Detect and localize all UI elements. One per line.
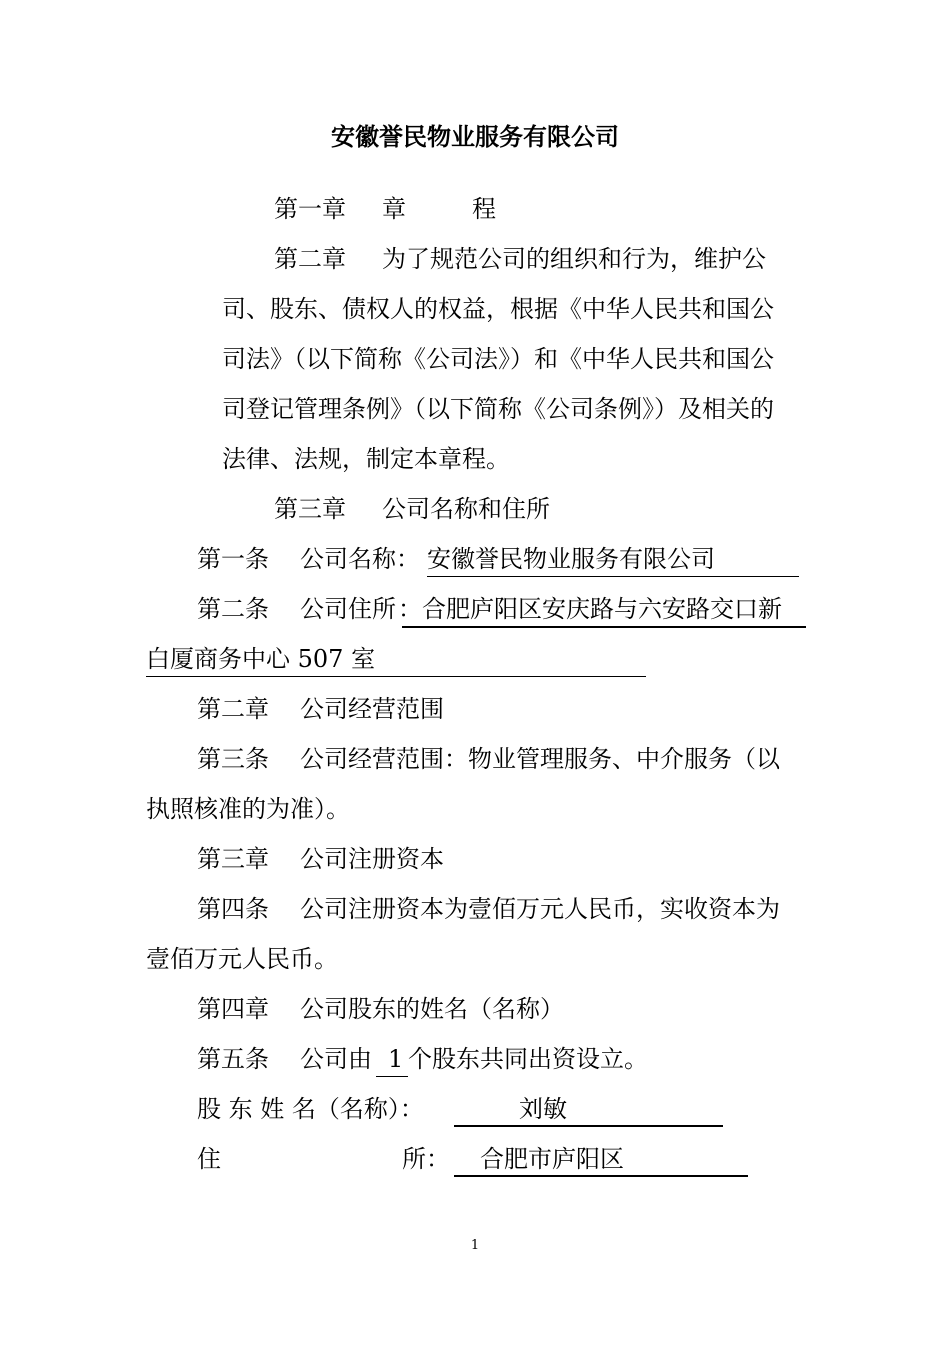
paragraph-text: 壹佰万元人民币。	[146, 945, 338, 973]
underline	[402, 626, 806, 628]
chapter-heading: 第四章	[197, 995, 269, 1023]
article-heading: 第一条	[197, 545, 269, 573]
paragraph-text: 公司注册资本为壹佰万元人民币，实收资本为	[300, 895, 780, 923]
chapter-heading: 第二章	[274, 245, 346, 273]
paragraph-text: 公司由	[300, 1045, 372, 1073]
shareholder-name-value: 刘敏	[519, 1095, 567, 1123]
chapter-title: 公司股东的姓名（名称）	[300, 995, 564, 1023]
underline	[454, 1125, 723, 1127]
article-heading: 第五条	[197, 1045, 269, 1073]
paragraph-text: 司法》（以下简称《公司法》）和《中华人民共和国公	[222, 345, 774, 373]
underline	[427, 576, 799, 577]
chapter-heading: 第一章	[274, 195, 346, 223]
chapter-heading: 第三章	[197, 845, 269, 873]
paragraph-text: 法律、法规，制定本章程。	[222, 445, 510, 473]
field-label: 公司名称：	[300, 545, 420, 573]
page-number: 1	[470, 1238, 480, 1253]
paragraph-text: 司登记管理条例》（以下简称《公司条例》）及相关的	[222, 395, 774, 423]
residence-value: 合肥市庐阳区	[480, 1145, 624, 1173]
underline	[454, 1175, 748, 1177]
document-title: 安徽誉民物业服务有限公司	[331, 123, 619, 151]
chapter-heading: 第二章	[197, 695, 269, 723]
residence-label-suffix: 所：	[402, 1145, 450, 1173]
residence-label: 住	[197, 1145, 221, 1173]
company-name-value: 安徽誉民物业服务有限公司	[427, 545, 715, 573]
chapter-heading: 第三章	[274, 495, 346, 523]
paragraph-text: 为了规范公司的组织和行为，维护公	[382, 245, 766, 273]
article-heading: 第二条	[197, 595, 269, 623]
paragraph-text: 执照核准的为准）。	[146, 795, 350, 823]
shareholder-name-label: 股 东 姓 名（名称）：	[197, 1095, 424, 1123]
paragraph-text: 个股东共同出资设立。	[408, 1045, 648, 1073]
chapter-title: 公司经营范围	[300, 695, 444, 723]
chapter-title-char: 程	[472, 195, 496, 223]
chapter-title-char: 章	[382, 195, 406, 223]
underline	[376, 1076, 408, 1077]
underline	[146, 676, 646, 677]
field-label: 公司住所	[300, 595, 396, 623]
address-value-continued: 白厦商务中心 507 室	[146, 645, 376, 673]
article-heading: 第四条	[197, 895, 269, 923]
shareholder-count-value: 1	[388, 1045, 404, 1073]
chapter-title: 公司注册资本	[300, 845, 444, 873]
chapter-title: 公司名称和住所	[382, 495, 550, 523]
address-value: ：合肥庐阳区安庆路与六安路交口新	[398, 595, 782, 623]
article-heading: 第三条	[197, 745, 269, 773]
paragraph-text: 司、股东、债权人的权益，根据《中华人民共和国公	[222, 295, 774, 323]
paragraph-text: 公司经营范围：物业管理服务、中介服务（以	[300, 745, 780, 773]
